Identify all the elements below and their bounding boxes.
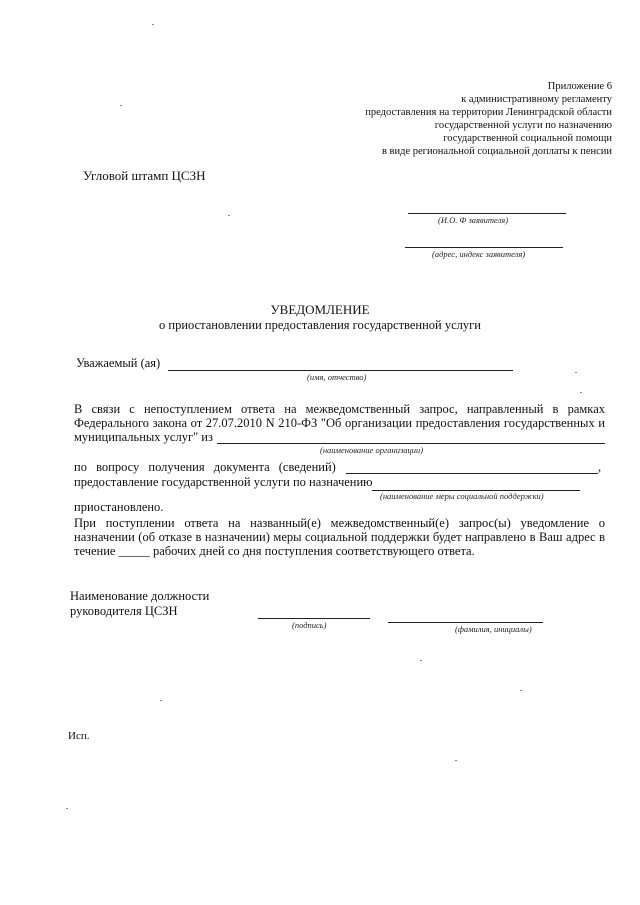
paragraph-line: При поступлении ответа на названный(е) межведомственный(е) запрос(ы) уведомление о (74, 516, 605, 530)
signer-name-caption: (фамилия, инициалы) (455, 624, 532, 634)
scan-speck (120, 105, 122, 106)
appendix-line: предоставления на территории Ленинградской области (365, 107, 612, 118)
scan-speck (228, 215, 230, 216)
appendix-line: Приложение 6 (547, 81, 612, 92)
scan-speck (160, 700, 162, 701)
greeting-name-line (168, 370, 513, 371)
paragraph-line: Федерального закона от 27.07.2010 N 210-ФЗ "Об организации предоставления государственных и (74, 416, 605, 430)
appendix-line: в виде региональной социальной доплаты к пенсии (381, 146, 612, 157)
greeting-caption: (имя, отчество) (307, 372, 367, 382)
paragraph-line: по вопросу получения документа (сведений) (74, 460, 336, 474)
document-subtitle: о приостановлении предоставления государственной услуги (159, 318, 481, 332)
applicant-name-line (408, 213, 566, 214)
paragraph-notification (74, 516, 605, 544)
scan-speck (575, 372, 577, 373)
organization-caption: (наименование организации) (320, 445, 424, 455)
applicant-address-line (405, 247, 563, 248)
signature-line (258, 618, 370, 619)
days-suffix: рабочих дней со дня поступления соответствующего ответа. (152, 544, 475, 558)
support-measure-caption: (наименование меры социальной поддержки) (380, 491, 544, 501)
paragraph-line: предоставление государственной услуги по назначению (74, 475, 373, 489)
appendix-line: государственной услуги по назначению (434, 120, 612, 131)
signature-caption: (подпись) (292, 620, 327, 630)
paragraph-line: приостановлено. (74, 500, 164, 514)
greeting-label: Уважаемый (ая) (76, 356, 161, 370)
signer-name-line (388, 622, 543, 623)
executor-label: Исп. (68, 730, 90, 742)
paragraph-line: В связи с непоступлением ответа на межведомственный запрос, направленный в рамках (74, 402, 605, 416)
appendix-block (365, 80, 612, 158)
scan-speck (420, 660, 422, 661)
scan-speck (152, 24, 154, 25)
applicant-name-caption: (И.О. Ф заявителя) (438, 215, 509, 225)
comma: , (598, 460, 602, 474)
scan-speck (580, 392, 582, 393)
position-title-line2: руководителя ЦСЗН (70, 604, 178, 618)
paragraph-line (74, 544, 475, 559)
paragraph-line: назначении (об отказе в назначении) меры социальной поддержки будет направлено в Ваш адрес в (74, 530, 605, 544)
document-line (346, 473, 598, 474)
days-blank: _____ (118, 544, 150, 558)
organization-line (217, 443, 605, 444)
applicant-address-caption: (адрес, индекс заявителя) (432, 249, 526, 259)
paragraph-line: муниципальных услуг" из (74, 430, 213, 444)
scan-speck (520, 690, 522, 691)
appendix-line: к административному регламенту (461, 94, 612, 105)
scan-speck (455, 760, 457, 761)
paragraph-interagency-request (74, 402, 605, 430)
scan-speck (66, 808, 68, 809)
corner-stamp-label: Угловой штамп ЦСЗН (83, 168, 206, 183)
days-prefix: течение (74, 544, 116, 558)
document-title: УВЕДОМЛЕНИЕ (270, 302, 370, 317)
position-title-line1: Наименование должности (70, 589, 210, 603)
appendix-line: государственной социальной помощи (443, 133, 612, 144)
